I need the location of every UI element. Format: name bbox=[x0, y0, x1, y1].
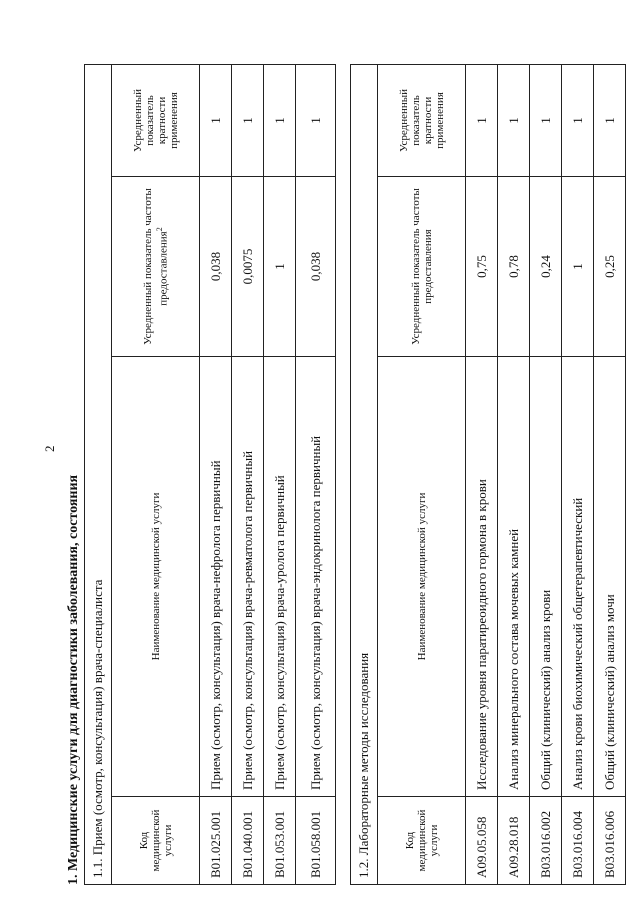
multiplicity-value: 1 bbox=[562, 64, 594, 176]
multiplicity-value: 1 bbox=[232, 64, 264, 176]
table-row bbox=[530, 64, 562, 884]
service-code: B01.058.001 bbox=[296, 797, 336, 885]
page-number: 2 bbox=[42, 445, 57, 452]
multiplicity-value: 1 bbox=[530, 64, 562, 176]
service-code: A09.28.018 bbox=[498, 797, 530, 885]
table-row bbox=[296, 64, 336, 884]
laboratory-table bbox=[350, 64, 626, 885]
table-row bbox=[200, 64, 232, 884]
service-name: Прием (осмотр, консультация) врача-уролога первичный bbox=[264, 357, 296, 797]
frequency-value: 0,24 bbox=[530, 177, 562, 357]
service-code: B03.016.006 bbox=[594, 797, 626, 885]
header-code: Код медицинской услуги bbox=[112, 797, 200, 885]
multiplicity-value: 1 bbox=[466, 64, 498, 176]
section-heading: 1. Медицинские услуги для диагностики заболевания, состояния bbox=[66, 474, 81, 885]
service-name: Прием (осмотр, консультация) врача-ревматолога первичный bbox=[232, 357, 264, 797]
frequency-value: 0,78 bbox=[498, 177, 530, 357]
header-multiplicity: Усредненный показатель кратности применения bbox=[112, 64, 200, 176]
multiplicity-value: 1 bbox=[200, 64, 232, 176]
service-code: B01.040.001 bbox=[232, 797, 264, 885]
frequency-value: 0,038 bbox=[296, 177, 336, 357]
header-multiplicity: Усредненный показатель кратности применения bbox=[378, 64, 466, 176]
table-row bbox=[232, 64, 264, 884]
service-name: Анализ минерального состава мочевых камней bbox=[498, 357, 530, 797]
subsection-title: 1.2. Лабораторные методы исследования bbox=[351, 64, 378, 884]
service-code: B01.053.001 bbox=[264, 797, 296, 885]
table-row bbox=[466, 64, 498, 884]
header-name: Наименование медицинской услуги bbox=[112, 357, 200, 797]
service-code: B01.025.001 bbox=[200, 797, 232, 885]
frequency-value: 0,25 bbox=[594, 177, 626, 357]
rotated-content bbox=[64, 65, 624, 885]
frequency-value: 1 bbox=[562, 177, 594, 357]
service-name: Прием (осмотр, консультация) врача-нефролога первичный bbox=[200, 357, 232, 797]
service-code: B03.016.002 bbox=[530, 797, 562, 885]
subsection-title: 1.1. Прием (осмотр, консультация) врача-специалиста bbox=[85, 64, 112, 884]
multiplicity-value: 1 bbox=[296, 64, 336, 176]
table-row bbox=[264, 64, 296, 884]
service-name: Исследование уровня паратиреоидного гормона в крови bbox=[466, 357, 498, 797]
header-code: Код медицинской услуги bbox=[378, 797, 466, 885]
service-name: Общий (клинический) анализ мочи bbox=[594, 357, 626, 797]
multiplicity-value: 1 bbox=[264, 64, 296, 176]
service-name: Анализ крови биохимический общетерапевтический bbox=[562, 357, 594, 797]
frequency-value: 1 bbox=[264, 177, 296, 357]
consultations-table bbox=[84, 64, 336, 885]
service-code: A09.05.058 bbox=[466, 797, 498, 885]
header-frequency: Усредненный показатель частоты предоставления$^2$ bbox=[112, 177, 200, 357]
header-frequency: Усредненный показатель частоты предоставления bbox=[378, 177, 466, 357]
table-row bbox=[594, 64, 626, 884]
multiplicity-value: 1 bbox=[498, 64, 530, 176]
table-row bbox=[562, 64, 594, 884]
service-code: B03.016.004 bbox=[562, 797, 594, 885]
frequency-value: 0,75 bbox=[466, 177, 498, 357]
frequency-value: 0,0075 bbox=[232, 177, 264, 357]
service-name: Общий (клинический) анализ крови bbox=[530, 357, 562, 797]
multiplicity-value: 1 bbox=[594, 64, 626, 176]
header-name: Наименование медицинской услуги bbox=[378, 357, 466, 797]
frequency-value: 0,038 bbox=[200, 177, 232, 357]
table-row bbox=[498, 64, 530, 884]
service-name: Прием (осмотр, консультация) врача-эндокринолога первичный bbox=[296, 357, 336, 797]
